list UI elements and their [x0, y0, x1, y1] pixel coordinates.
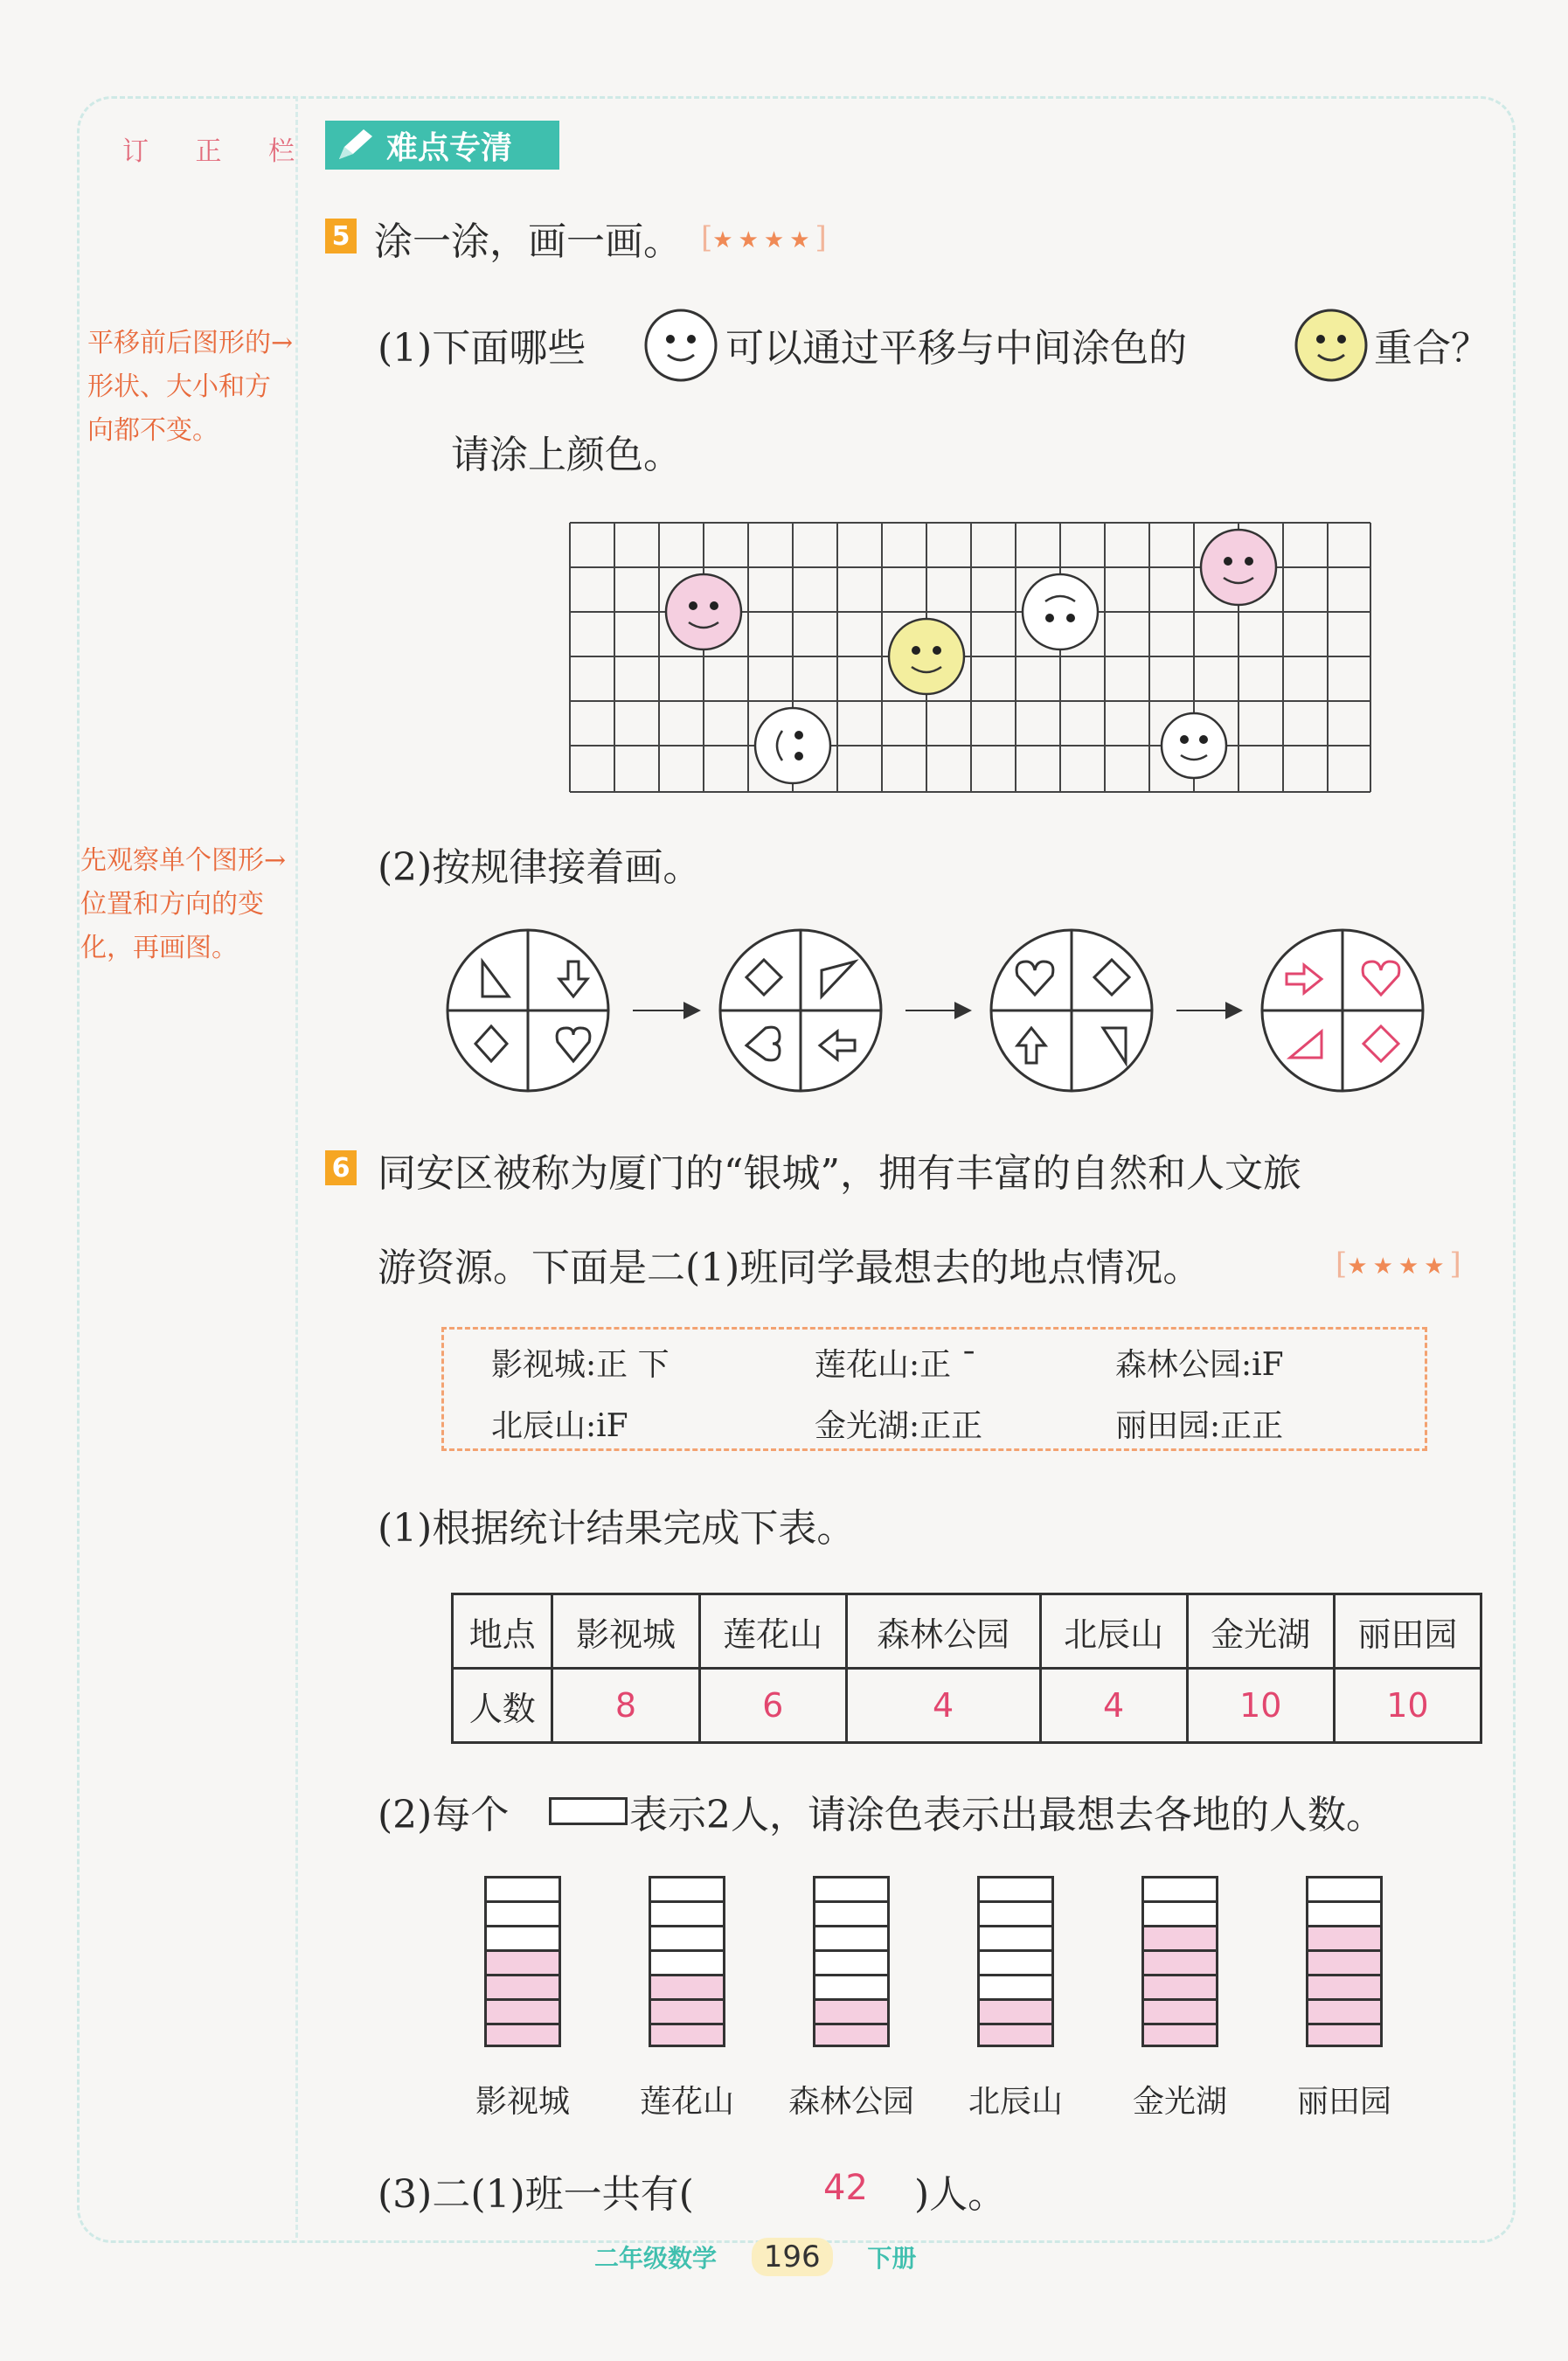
pattern-sequence	[446, 925, 1468, 1100]
bar-cell[interactable]	[1306, 1974, 1383, 1998]
face-yellow-center	[889, 619, 964, 694]
table-header-cell: 北辰山	[1040, 1594, 1187, 1669]
table-header-row	[453, 1594, 1481, 1669]
tip-pattern	[80, 839, 334, 970]
tip-line: 位置和方向的变	[80, 889, 264, 920]
table-cell-answer[interactable]: 6	[699, 1669, 846, 1743]
table-row-label: 人数	[453, 1669, 552, 1743]
q6-stars: ★★★★	[1347, 1253, 1450, 1280]
bar-cell[interactable]	[484, 1949, 561, 1974]
bar-cell[interactable]	[977, 1925, 1054, 1949]
table-header-cell: 丽田园	[1334, 1594, 1481, 1669]
bar-cell[interactable]	[1141, 1925, 1218, 1949]
footer-volume: 下册	[867, 2244, 917, 2273]
bar-cell[interactable]	[977, 1949, 1054, 1974]
translation-grid	[568, 521, 1372, 794]
section-title: 难点专清	[386, 129, 513, 166]
bar-cell[interactable]	[813, 2023, 890, 2047]
tally-item: 金光湖:正正	[815, 1408, 983, 1444]
bar-cell[interactable]	[813, 1925, 890, 1949]
bar-cell[interactable]	[1306, 1925, 1383, 1949]
table-cell-answer[interactable]: 10	[1187, 1669, 1334, 1743]
bar-label: 北辰山	[968, 2084, 1063, 2120]
face-rotated[interactable]	[755, 708, 830, 783]
bar-label: 丽田园	[1296, 2084, 1391, 2120]
face-pink-2[interactable]	[1201, 530, 1276, 605]
yellow-smiley-icon	[1292, 306, 1370, 385]
bar-cell[interactable]	[1141, 1949, 1218, 1974]
data-table	[451, 1593, 1482, 1744]
tip-line: 形状、大小和方	[87, 372, 271, 402]
tally-item: 影视城:正 下	[491, 1347, 670, 1383]
bar-cell[interactable]	[484, 1998, 561, 2023]
question-number-6: 6	[325, 1150, 357, 1185]
bar-cell[interactable]	[484, 1876, 561, 1900]
bar-cell[interactable]	[1306, 1900, 1383, 1925]
bar-cell[interactable]	[649, 1925, 725, 1949]
bar-label: 莲花山	[639, 2084, 734, 2120]
correction-label: 订 正 栏	[122, 136, 315, 167]
table-header-cell: 莲花山	[699, 1594, 846, 1669]
face-white[interactable]	[1162, 713, 1226, 778]
page-number: 196	[752, 2238, 833, 2276]
bar-cell[interactable]	[1141, 1998, 1218, 2023]
table-cell-answer[interactable]: 8	[552, 1669, 699, 1743]
q5-difficulty: [★★★★]	[701, 220, 827, 255]
bar-cell[interactable]	[1306, 1949, 1383, 1974]
q5-title: 涂一涂，画一画。	[374, 219, 682, 264]
bar-cell[interactable]	[977, 1998, 1054, 2023]
table-header-cell: 地点	[453, 1594, 552, 1669]
bar-cell[interactable]	[649, 1900, 725, 1925]
bar-column[interactable]	[977, 1876, 1054, 2047]
table-cell-answer[interactable]: 4	[1040, 1669, 1187, 1743]
bar-cell[interactable]	[813, 1974, 890, 1998]
face-upside-down[interactable]	[1023, 574, 1098, 649]
q6-sub3-b: )人。	[914, 2172, 1007, 2217]
table-header-cell: 森林公园	[846, 1594, 1040, 1669]
bar-column[interactable]	[484, 1876, 561, 2047]
bar-cell[interactable]	[649, 1974, 725, 1998]
bar-cell[interactable]	[813, 1998, 890, 2023]
wheel-4-answer[interactable]	[1262, 930, 1423, 1091]
bar-cell[interactable]	[649, 1998, 725, 2023]
page-footer	[594, 2238, 916, 2276]
q5-part1-text-c: 重合？	[1374, 326, 1489, 371]
table-header-cell: 金光湖	[1187, 1594, 1334, 1669]
q5-part1-text-a: (1)下面哪些	[378, 326, 586, 371]
bar-cell[interactable]	[977, 1900, 1054, 1925]
bar-cell[interactable]	[484, 1974, 561, 1998]
bar-cell[interactable]	[813, 1949, 890, 1974]
q6-difficulty: [★★★★]	[1336, 1246, 1461, 1281]
bar-cell[interactable]	[977, 1876, 1054, 1900]
table-cell-answer[interactable]: 4	[846, 1669, 1040, 1743]
face-pink-1[interactable]	[666, 574, 741, 649]
tip-translation	[87, 322, 341, 453]
q5-stars: ★★★★	[712, 227, 815, 253]
unit-box	[549, 1797, 628, 1825]
bar-column[interactable]	[813, 1876, 890, 2047]
bar-cell[interactable]	[977, 1974, 1054, 1998]
bar-column[interactable]	[1141, 1876, 1218, 2047]
tip-line: 平移前后图形的→	[87, 328, 294, 358]
bar-column[interactable]	[649, 1876, 725, 2047]
tip-line: 化，再画图。	[80, 933, 238, 963]
bar-cell[interactable]	[649, 2023, 725, 2047]
bar-cell[interactable]	[1306, 2023, 1383, 2047]
bar-cell[interactable]	[649, 1876, 725, 1900]
bar-cell[interactable]	[484, 1925, 561, 1949]
bar-label: 森林公园	[787, 2084, 914, 2120]
section-tag	[325, 121, 559, 170]
q5-part2-text: (2)按规律接着画。	[378, 845, 702, 890]
bar-cell[interactable]	[1141, 1876, 1218, 1900]
tally-item: 莲花山:正 ¯	[815, 1347, 977, 1383]
table-row	[453, 1669, 1481, 1743]
question-number-5: 5	[325, 219, 357, 253]
q6-sub2-b: 表示2人，请涂色表示出最想去各地的人数。	[629, 1793, 1384, 1837]
tally-item: 森林公园:iF	[1115, 1347, 1284, 1383]
q6-line1: 同安区被称为厦门的“银城”，拥有丰富的自然和人文旅	[378, 1151, 1301, 1196]
tip-line: 先观察单个图形→	[80, 845, 287, 876]
bar-cell[interactable]	[1306, 1876, 1383, 1900]
q6-sub1: (1)根据统计结果完成下表。	[378, 1506, 856, 1551]
total-answer[interactable]: 42	[823, 2168, 868, 2208]
bar-cell[interactable]	[1141, 1900, 1218, 1925]
pencil-icon	[334, 126, 378, 164]
bar-label: 金光湖	[1132, 2084, 1227, 2120]
bar-cell[interactable]	[1141, 1974, 1218, 1998]
tally-item: 北辰山:iF	[491, 1408, 628, 1444]
table-cell-answer[interactable]: 10	[1334, 1669, 1481, 1743]
tally-box	[441, 1327, 1427, 1451]
bar-cell[interactable]	[813, 1876, 890, 1900]
q6-sub3-a: (3)二(1)班一共有(	[378, 2172, 694, 2217]
bar-cell[interactable]	[1306, 1998, 1383, 2023]
q6-line2: 游资源。下面是二(1)班同学最想去的地点情况。	[378, 1246, 1202, 1290]
bar-cell[interactable]	[977, 2023, 1054, 2047]
bar-cell[interactable]	[649, 1949, 725, 1974]
wheel-1	[448, 930, 608, 1091]
bar-cell[interactable]	[484, 2023, 561, 2047]
smiley-icon	[642, 306, 720, 385]
tip-line: 向都不变。	[87, 415, 219, 446]
table-header-cell: 影视城	[552, 1594, 699, 1669]
bar-column[interactable]	[1306, 1876, 1383, 2047]
bar-cell[interactable]	[484, 1900, 561, 1925]
bar-cell[interactable]	[1141, 2023, 1218, 2047]
bar-cell[interactable]	[813, 1900, 890, 1925]
footer-grade: 二年级数学	[594, 2244, 718, 2273]
wheel-2	[720, 930, 881, 1091]
q5-part1-line2: 请涂上颜色。	[451, 433, 682, 477]
q6-sub2-a: (2)每个	[378, 1793, 510, 1837]
wheel-3	[991, 930, 1152, 1091]
tally-item: 丽田园:正正	[1115, 1408, 1284, 1444]
bar-label: 影视城	[475, 2084, 570, 2120]
q5-part1-text-b: 可以通过平移与中间涂色的	[725, 326, 1187, 371]
